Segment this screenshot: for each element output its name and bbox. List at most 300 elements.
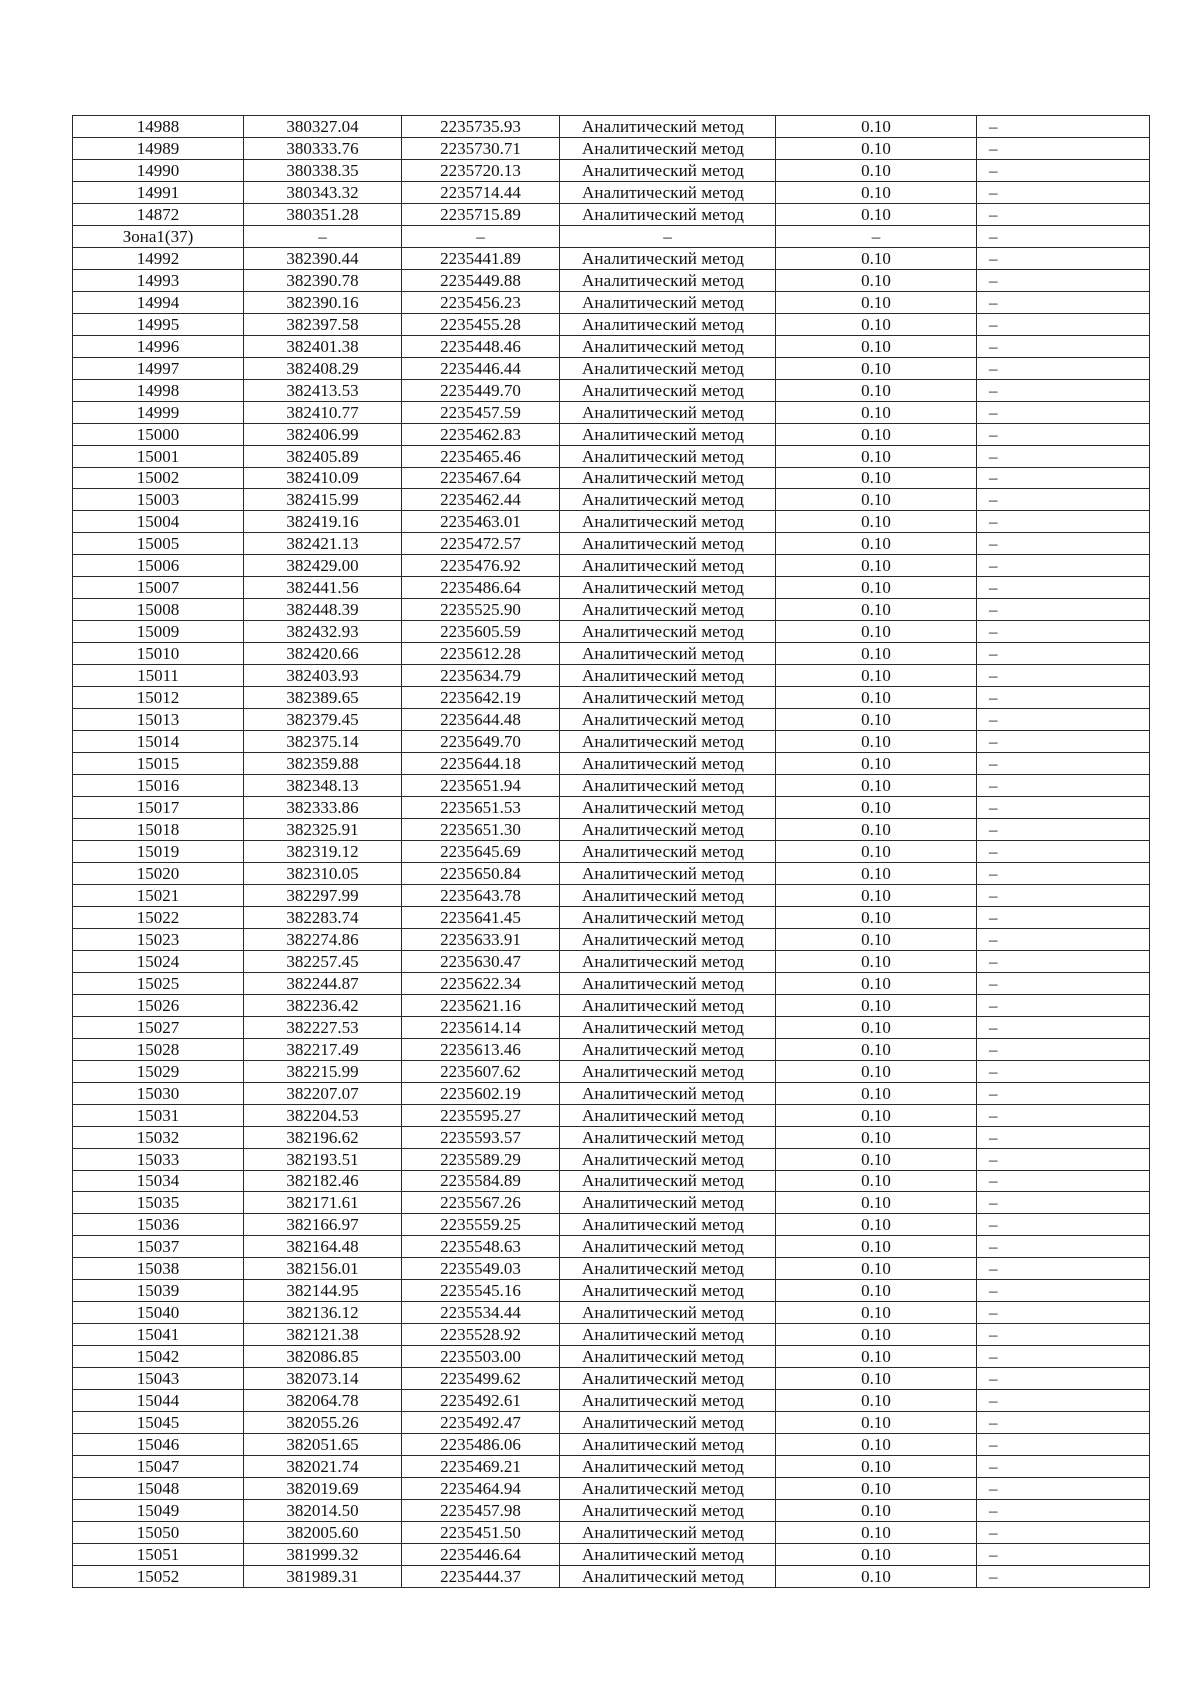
note-cell: – xyxy=(977,972,1150,994)
method-cell: Аналитический метод xyxy=(560,423,776,445)
note-cell: – xyxy=(977,313,1150,335)
method-cell: Аналитический метод xyxy=(560,401,776,423)
note-cell: – xyxy=(977,1258,1150,1280)
method-cell: Аналитический метод xyxy=(560,203,776,225)
table-row xyxy=(73,1412,1150,1434)
y-coordinate-cell: 2235441.89 xyxy=(402,247,560,269)
x-coordinate-cell: 382182.46 xyxy=(244,1170,402,1192)
point-number-cell: 15033 xyxy=(73,1148,244,1170)
note-cell: – xyxy=(977,994,1150,1016)
note-cell: – xyxy=(977,687,1150,709)
x-coordinate-cell: 382086.85 xyxy=(244,1346,402,1368)
y-coordinate-cell: 2235457.59 xyxy=(402,401,560,423)
error-value-cell: 0.10 xyxy=(776,1148,977,1170)
y-coordinate-cell: 2235449.70 xyxy=(402,379,560,401)
method-cell: Аналитический метод xyxy=(560,1412,776,1434)
error-value-cell: 0.10 xyxy=(776,1565,977,1587)
point-number-cell: 15011 xyxy=(73,665,244,687)
method-cell: Аналитический метод xyxy=(560,1192,776,1214)
y-coordinate-cell: 2235602.19 xyxy=(402,1082,560,1104)
y-coordinate-cell: 2235525.90 xyxy=(402,599,560,621)
x-coordinate-cell: 382448.39 xyxy=(244,599,402,621)
point-number-cell: 15025 xyxy=(73,972,244,994)
method-cell: Аналитический метод xyxy=(560,1543,776,1565)
method-cell: Аналитический метод xyxy=(560,1126,776,1148)
x-coordinate-cell: 382196.62 xyxy=(244,1126,402,1148)
point-number-cell: 15022 xyxy=(73,906,244,928)
point-number-cell: 15012 xyxy=(73,687,244,709)
y-coordinate-cell: 2235633.91 xyxy=(402,928,560,950)
note-cell: – xyxy=(977,1126,1150,1148)
method-cell: Аналитический метод xyxy=(560,1170,776,1192)
y-coordinate-cell: 2235476.92 xyxy=(402,555,560,577)
note-cell: – xyxy=(977,731,1150,753)
x-coordinate-cell: 382055.26 xyxy=(244,1412,402,1434)
y-coordinate-cell: 2235567.26 xyxy=(402,1192,560,1214)
x-coordinate-cell: 382164.48 xyxy=(244,1236,402,1258)
note-cell: – xyxy=(977,467,1150,489)
x-coordinate-cell: 380333.76 xyxy=(244,137,402,159)
table-row xyxy=(73,379,1150,401)
y-coordinate-cell: 2235622.34 xyxy=(402,972,560,994)
y-coordinate-cell: 2235630.47 xyxy=(402,950,560,972)
note-cell: – xyxy=(977,1214,1150,1236)
method-cell: Аналитический метод xyxy=(560,621,776,643)
error-value-cell: 0.10 xyxy=(776,665,977,687)
note-cell: – xyxy=(977,906,1150,928)
table-row xyxy=(73,291,1150,313)
table-row xyxy=(73,357,1150,379)
point-number-cell: 15016 xyxy=(73,775,244,797)
method-cell: Аналитический метод xyxy=(560,994,776,1016)
table-row xyxy=(73,775,1150,797)
point-number-cell: 14999 xyxy=(73,401,244,423)
error-value-cell: 0.10 xyxy=(776,445,977,467)
x-coordinate-cell: 382021.74 xyxy=(244,1456,402,1478)
table-row xyxy=(73,972,1150,994)
point-number-cell: 14872 xyxy=(73,203,244,225)
y-coordinate-cell: 2235593.57 xyxy=(402,1126,560,1148)
method-cell: Аналитический метод xyxy=(560,1148,776,1170)
table-row xyxy=(73,599,1150,621)
x-coordinate-cell: 382217.49 xyxy=(244,1038,402,1060)
error-value-cell: 0.10 xyxy=(776,819,977,841)
error-value-cell: 0.10 xyxy=(776,533,977,555)
x-coordinate-cell: 382403.93 xyxy=(244,665,402,687)
method-cell: Аналитический метод xyxy=(560,467,776,489)
point-number-cell: 15030 xyxy=(73,1082,244,1104)
table-row xyxy=(73,1148,1150,1170)
error-value-cell: 0.10 xyxy=(776,401,977,423)
error-value-cell: 0.10 xyxy=(776,1126,977,1148)
point-number-cell: 15043 xyxy=(73,1368,244,1390)
note-cell: – xyxy=(977,753,1150,775)
table-row xyxy=(73,1302,1150,1324)
error-value-cell: 0.10 xyxy=(776,1192,977,1214)
point-number-cell: 14992 xyxy=(73,247,244,269)
table-row xyxy=(73,159,1150,181)
x-coordinate-cell: 382204.53 xyxy=(244,1104,402,1126)
x-coordinate-cell: 382432.93 xyxy=(244,621,402,643)
error-value-cell: 0.10 xyxy=(776,577,977,599)
note-cell: – xyxy=(977,928,1150,950)
table-row xyxy=(73,643,1150,665)
note-cell: – xyxy=(977,709,1150,731)
error-value-cell: 0.10 xyxy=(776,709,977,731)
y-coordinate-cell: 2235643.78 xyxy=(402,884,560,906)
point-number-cell: 15021 xyxy=(73,884,244,906)
note-cell: – xyxy=(977,335,1150,357)
table-row xyxy=(73,1565,1150,1587)
y-coordinate-cell: 2235642.19 xyxy=(402,687,560,709)
note-cell: – xyxy=(977,1565,1150,1587)
y-coordinate-cell: 2235503.00 xyxy=(402,1346,560,1368)
point-number-cell: 15017 xyxy=(73,797,244,819)
note-cell: – xyxy=(977,1543,1150,1565)
method-cell: Аналитический метод xyxy=(560,1104,776,1126)
y-coordinate-cell: 2235607.62 xyxy=(402,1060,560,1082)
table-row xyxy=(73,203,1150,225)
point-number-cell: 15027 xyxy=(73,1016,244,1038)
point-number-cell: 15034 xyxy=(73,1170,244,1192)
point-number-cell: 15023 xyxy=(73,928,244,950)
method-cell: Аналитический метод xyxy=(560,972,776,994)
method-cell: Аналитический метод xyxy=(560,577,776,599)
note-cell: – xyxy=(977,1060,1150,1082)
note-cell: – xyxy=(977,1434,1150,1456)
error-value-cell: 0.10 xyxy=(776,621,977,643)
note-cell: – xyxy=(977,1522,1150,1544)
x-coordinate-cell: 382410.09 xyxy=(244,467,402,489)
error-value-cell: 0.10 xyxy=(776,994,977,1016)
method-cell: Аналитический метод xyxy=(560,445,776,467)
point-number-cell: 15001 xyxy=(73,445,244,467)
method-cell: Аналитический метод xyxy=(560,1500,776,1522)
table-row xyxy=(73,753,1150,775)
x-coordinate-cell: 382390.16 xyxy=(244,291,402,313)
point-number-cell: 15038 xyxy=(73,1258,244,1280)
method-cell: Аналитический метод xyxy=(560,731,776,753)
point-number-cell: 14989 xyxy=(73,137,244,159)
error-value-cell: 0.10 xyxy=(776,1390,977,1412)
y-coordinate-cell: 2235451.50 xyxy=(402,1522,560,1544)
note-cell: – xyxy=(977,489,1150,511)
table-row xyxy=(73,137,1150,159)
table-row xyxy=(73,928,1150,950)
point-number-cell: 15024 xyxy=(73,950,244,972)
method-cell: Аналитический метод xyxy=(560,819,776,841)
note-cell: – xyxy=(977,1500,1150,1522)
error-value-cell: 0.10 xyxy=(776,1500,977,1522)
y-coordinate-cell: 2235715.89 xyxy=(402,203,560,225)
error-value-cell: 0.10 xyxy=(776,1038,977,1060)
table-row xyxy=(73,247,1150,269)
table-row xyxy=(73,533,1150,555)
table-row xyxy=(73,687,1150,709)
coordinates-table xyxy=(72,115,1150,1588)
point-number-cell: 15042 xyxy=(73,1346,244,1368)
note-cell: – xyxy=(977,884,1150,906)
error-value-cell: 0.10 xyxy=(776,1434,977,1456)
error-value-cell: 0.10 xyxy=(776,181,977,203)
error-value-cell: 0.10 xyxy=(776,291,977,313)
table-row xyxy=(73,1522,1150,1544)
point-number-cell: 14995 xyxy=(73,313,244,335)
point-number-cell: 15041 xyxy=(73,1324,244,1346)
error-value-cell: 0.10 xyxy=(776,1016,977,1038)
error-value-cell: 0.10 xyxy=(776,1170,977,1192)
note-cell: – xyxy=(977,1104,1150,1126)
error-value-cell: 0.10 xyxy=(776,555,977,577)
y-coordinate-cell: 2235463.01 xyxy=(402,511,560,533)
point-number-cell: 15019 xyxy=(73,840,244,862)
coordinates-table-body xyxy=(73,116,1150,1588)
table-row xyxy=(73,313,1150,335)
note-cell: – xyxy=(977,225,1150,247)
point-number-cell: 14994 xyxy=(73,291,244,313)
x-coordinate-cell: 382359.88 xyxy=(244,753,402,775)
note-cell: – xyxy=(977,1390,1150,1412)
point-number-cell: Зона1(37) xyxy=(73,225,244,247)
error-value-cell: 0.10 xyxy=(776,950,977,972)
note-cell: – xyxy=(977,1324,1150,1346)
error-value-cell: 0.10 xyxy=(776,1543,977,1565)
y-coordinate-cell: – xyxy=(402,225,560,247)
note-cell: – xyxy=(977,269,1150,291)
note-cell: – xyxy=(977,1236,1150,1258)
note-cell: – xyxy=(977,1016,1150,1038)
point-number-cell: 14993 xyxy=(73,269,244,291)
error-value-cell: 0.10 xyxy=(776,1258,977,1280)
note-cell: – xyxy=(977,137,1150,159)
point-number-cell: 15013 xyxy=(73,709,244,731)
y-coordinate-cell: 2235528.92 xyxy=(402,1324,560,1346)
table-row xyxy=(73,1258,1150,1280)
y-coordinate-cell: 2235467.64 xyxy=(402,467,560,489)
point-number-cell: 15010 xyxy=(73,643,244,665)
y-coordinate-cell: 2235589.29 xyxy=(402,1148,560,1170)
point-number-cell: 15050 xyxy=(73,1522,244,1544)
error-value-cell: 0.10 xyxy=(776,489,977,511)
note-cell: – xyxy=(977,159,1150,181)
y-coordinate-cell: 2235559.25 xyxy=(402,1214,560,1236)
method-cell: Аналитический метод xyxy=(560,1302,776,1324)
y-coordinate-cell: 2235614.14 xyxy=(402,1016,560,1038)
note-cell: – xyxy=(977,423,1150,445)
table-row xyxy=(73,1214,1150,1236)
x-coordinate-cell: 382406.99 xyxy=(244,423,402,445)
error-value-cell: 0.10 xyxy=(776,731,977,753)
y-coordinate-cell: 2235534.44 xyxy=(402,1302,560,1324)
x-coordinate-cell: 382227.53 xyxy=(244,1016,402,1038)
y-coordinate-cell: 2235545.16 xyxy=(402,1280,560,1302)
y-coordinate-cell: 2235651.30 xyxy=(402,819,560,841)
error-value-cell: 0.10 xyxy=(776,1082,977,1104)
method-cell: Аналитический метод xyxy=(560,511,776,533)
note-cell: – xyxy=(977,797,1150,819)
error-value-cell: 0.10 xyxy=(776,840,977,862)
y-coordinate-cell: 2235714.44 xyxy=(402,181,560,203)
point-number-cell: 14991 xyxy=(73,181,244,203)
method-cell: Аналитический метод xyxy=(560,533,776,555)
error-value-cell: 0.10 xyxy=(776,643,977,665)
point-number-cell: 15048 xyxy=(73,1478,244,1500)
method-cell: Аналитический метод xyxy=(560,753,776,775)
y-coordinate-cell: 2235469.21 xyxy=(402,1456,560,1478)
x-coordinate-cell: 382379.45 xyxy=(244,709,402,731)
error-value-cell: 0.10 xyxy=(776,379,977,401)
method-cell: Аналитический метод xyxy=(560,1258,776,1280)
note-cell: – xyxy=(977,862,1150,884)
table-row xyxy=(73,1038,1150,1060)
error-value-cell: 0.10 xyxy=(776,1324,977,1346)
point-number-cell: 15045 xyxy=(73,1412,244,1434)
point-number-cell: 15005 xyxy=(73,533,244,555)
table-row xyxy=(73,489,1150,511)
y-coordinate-cell: 2235548.63 xyxy=(402,1236,560,1258)
y-coordinate-cell: 2235549.03 xyxy=(402,1258,560,1280)
error-value-cell: 0.10 xyxy=(776,423,977,445)
point-number-cell: 15040 xyxy=(73,1302,244,1324)
y-coordinate-cell: 2235584.89 xyxy=(402,1170,560,1192)
error-value-cell: 0.10 xyxy=(776,1302,977,1324)
x-coordinate-cell: 382415.99 xyxy=(244,489,402,511)
table-row xyxy=(73,335,1150,357)
point-number-cell: 15052 xyxy=(73,1565,244,1587)
method-cell: Аналитический метод xyxy=(560,247,776,269)
point-number-cell: 14988 xyxy=(73,116,244,138)
error-value-cell: 0.10 xyxy=(776,884,977,906)
x-coordinate-cell: 382319.12 xyxy=(244,840,402,862)
note-cell: – xyxy=(977,1038,1150,1060)
note-cell: – xyxy=(977,1412,1150,1434)
x-coordinate-cell: 382171.61 xyxy=(244,1192,402,1214)
table-row xyxy=(73,511,1150,533)
point-number-cell: 14998 xyxy=(73,379,244,401)
x-coordinate-cell: 382408.29 xyxy=(244,357,402,379)
x-coordinate-cell: 382410.77 xyxy=(244,401,402,423)
y-coordinate-cell: 2235492.61 xyxy=(402,1390,560,1412)
note-cell: – xyxy=(977,665,1150,687)
method-cell: Аналитический метод xyxy=(560,1434,776,1456)
note-cell: – xyxy=(977,577,1150,599)
x-coordinate-cell: 382413.53 xyxy=(244,379,402,401)
point-number-cell: 15003 xyxy=(73,489,244,511)
method-cell: Аналитический метод xyxy=(560,335,776,357)
method-cell: Аналитический метод xyxy=(560,928,776,950)
error-value-cell: 0.10 xyxy=(776,1060,977,1082)
error-value-cell: 0.10 xyxy=(776,137,977,159)
table-row xyxy=(73,709,1150,731)
x-coordinate-cell: 382051.65 xyxy=(244,1434,402,1456)
y-coordinate-cell: 2235446.64 xyxy=(402,1543,560,1565)
y-coordinate-cell: 2235499.62 xyxy=(402,1368,560,1390)
error-value-cell: 0.10 xyxy=(776,335,977,357)
point-number-cell: 15026 xyxy=(73,994,244,1016)
method-cell: Аналитический метод xyxy=(560,555,776,577)
x-coordinate-cell: 382389.65 xyxy=(244,687,402,709)
x-coordinate-cell: 382283.74 xyxy=(244,906,402,928)
method-cell: Аналитический метод xyxy=(560,1060,776,1082)
point-number-cell: 14997 xyxy=(73,357,244,379)
method-cell: Аналитический метод xyxy=(560,1456,776,1478)
point-number-cell: 15049 xyxy=(73,1500,244,1522)
note-cell: – xyxy=(977,775,1150,797)
method-cell: Аналитический метод xyxy=(560,1522,776,1544)
table-row xyxy=(73,1280,1150,1302)
table-row xyxy=(73,1346,1150,1368)
table-row xyxy=(73,1500,1150,1522)
x-coordinate-cell: 382244.87 xyxy=(244,972,402,994)
note-cell: – xyxy=(977,950,1150,972)
note-cell: – xyxy=(977,555,1150,577)
point-number-cell: 14996 xyxy=(73,335,244,357)
error-value-cell: 0.10 xyxy=(776,313,977,335)
table-row xyxy=(73,1478,1150,1500)
x-coordinate-cell: 382274.86 xyxy=(244,928,402,950)
error-value-cell: 0.10 xyxy=(776,1456,977,1478)
table-row xyxy=(73,1390,1150,1412)
table-row xyxy=(73,577,1150,599)
x-coordinate-cell: 382215.99 xyxy=(244,1060,402,1082)
point-number-cell: 15029 xyxy=(73,1060,244,1082)
point-number-cell: 15008 xyxy=(73,599,244,621)
method-cell: Аналитический метод xyxy=(560,1324,776,1346)
note-cell: – xyxy=(977,1368,1150,1390)
y-coordinate-cell: 2235446.44 xyxy=(402,357,560,379)
y-coordinate-cell: 2235462.44 xyxy=(402,489,560,511)
error-value-cell: 0.10 xyxy=(776,1346,977,1368)
point-number-cell: 15036 xyxy=(73,1214,244,1236)
y-coordinate-cell: 2235448.46 xyxy=(402,335,560,357)
error-value-cell: 0.10 xyxy=(776,269,977,291)
error-value-cell: 0.10 xyxy=(776,357,977,379)
method-cell: Аналитический метод xyxy=(560,950,776,972)
x-coordinate-cell: 381989.31 xyxy=(244,1565,402,1587)
x-coordinate-cell: 382420.66 xyxy=(244,643,402,665)
point-number-cell: 15004 xyxy=(73,511,244,533)
method-cell: Аналитический метод xyxy=(560,687,776,709)
table-row xyxy=(73,797,1150,819)
method-cell: Аналитический метод xyxy=(560,884,776,906)
point-number-cell: 15018 xyxy=(73,819,244,841)
table-row xyxy=(73,1368,1150,1390)
x-coordinate-cell: 380327.04 xyxy=(244,116,402,138)
table-row xyxy=(73,665,1150,687)
note-cell: – xyxy=(977,1192,1150,1214)
point-number-cell: 14990 xyxy=(73,159,244,181)
x-coordinate-cell: 382136.12 xyxy=(244,1302,402,1324)
y-coordinate-cell: 2235651.94 xyxy=(402,775,560,797)
note-cell: – xyxy=(977,379,1150,401)
x-coordinate-cell: 382236.42 xyxy=(244,994,402,1016)
x-coordinate-cell: 382064.78 xyxy=(244,1390,402,1412)
note-cell: – xyxy=(977,1456,1150,1478)
table-row xyxy=(73,445,1150,467)
x-coordinate-cell: 382375.14 xyxy=(244,731,402,753)
x-coordinate-cell: 382207.07 xyxy=(244,1082,402,1104)
table-row xyxy=(73,555,1150,577)
table-row xyxy=(73,884,1150,906)
x-coordinate-cell: 382297.99 xyxy=(244,884,402,906)
table-row xyxy=(73,1104,1150,1126)
table-row xyxy=(73,819,1150,841)
y-coordinate-cell: 2235634.79 xyxy=(402,665,560,687)
error-value-cell: 0.10 xyxy=(776,1280,977,1302)
x-coordinate-cell: 382156.01 xyxy=(244,1258,402,1280)
note-cell: – xyxy=(977,181,1150,203)
point-number-cell: 15032 xyxy=(73,1126,244,1148)
